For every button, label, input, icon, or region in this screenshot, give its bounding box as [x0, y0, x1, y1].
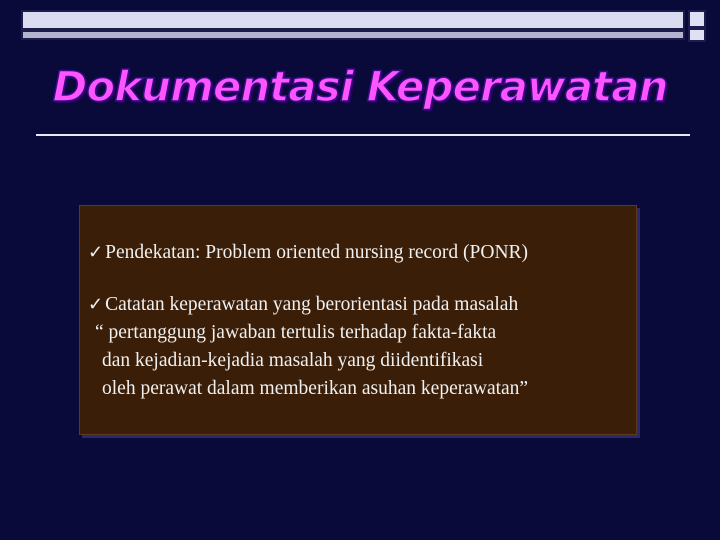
decoration-square	[688, 28, 706, 42]
bullet-text: Pendekatan: Problem oriented nursing record (PONR)	[105, 242, 529, 263]
bullet-item	[88, 238, 528, 267]
top-decoration-bar-lower	[21, 30, 685, 40]
decoration-square	[688, 10, 706, 28]
bullet-text: oleh perawat dalam memberikan asuhan keperawatan”	[102, 378, 529, 399]
bullet-item	[88, 290, 528, 403]
bullet-text: dan kejadian-kejadia masalah yang diidentifikasi	[102, 350, 484, 371]
check-icon: ✓	[88, 294, 104, 314]
slide-title: Dokumentasi Keperawatan	[52, 62, 668, 111]
title-divider	[36, 134, 690, 136]
bullet-text: Catatan keperawatan yang berorientasi pada masalah	[105, 294, 519, 315]
top-decoration-bar	[21, 10, 685, 30]
bullet-text: “ pertanggung jawaban tertulis terhadap fakta-fakta	[95, 322, 497, 343]
check-icon: ✓	[88, 242, 104, 262]
